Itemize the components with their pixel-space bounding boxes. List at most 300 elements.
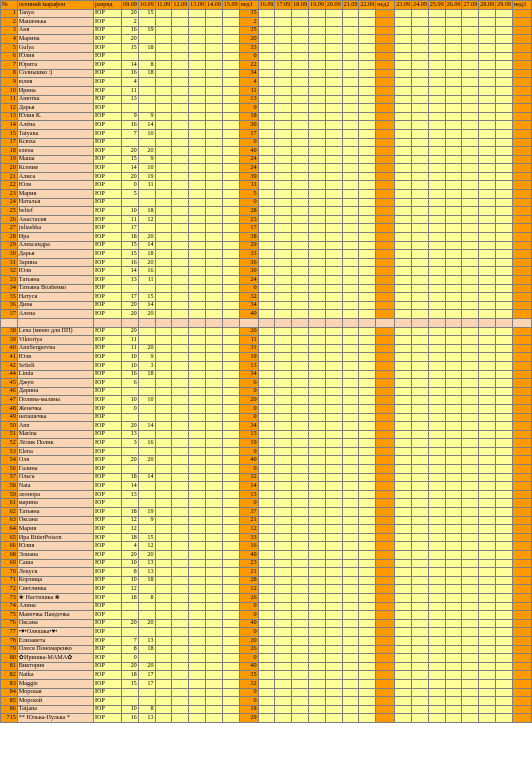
day-score[interactable] <box>342 215 359 224</box>
day-score[interactable] <box>325 258 342 267</box>
rank-cell[interactable]: ЮР <box>93 61 121 70</box>
day-score[interactable] <box>445 301 462 310</box>
column-header[interactable]: нед2 <box>376 1 395 10</box>
day-score[interactable] <box>155 250 172 259</box>
day-score[interactable] <box>342 705 359 714</box>
day-score[interactable] <box>445 9 462 18</box>
day-score[interactable] <box>445 482 462 491</box>
day-score[interactable] <box>155 619 172 628</box>
day-score[interactable] <box>222 422 239 431</box>
day-score[interactable] <box>445 78 462 87</box>
day-score[interactable] <box>189 585 206 594</box>
participant-name[interactable]: Корзища <box>17 576 93 585</box>
day-score[interactable] <box>395 310 412 319</box>
day-score[interactable]: 9 <box>138 155 155 164</box>
day-score[interactable] <box>411 679 428 688</box>
participant-name[interactable]: Tanya <box>17 9 93 18</box>
day-score[interactable] <box>479 301 496 310</box>
day-score[interactable] <box>189 327 206 336</box>
day-score[interactable] <box>189 301 206 310</box>
column-header[interactable]: нед1 <box>239 1 258 10</box>
day-score[interactable] <box>308 705 325 714</box>
day-score[interactable] <box>172 181 189 190</box>
day-score[interactable] <box>428 568 445 577</box>
day-score[interactable]: 11 <box>121 344 138 353</box>
day-score[interactable] <box>222 542 239 551</box>
day-score[interactable] <box>342 508 359 517</box>
day-score[interactable] <box>222 129 239 138</box>
day-score[interactable] <box>411 705 428 714</box>
day-score[interactable] <box>395 568 412 577</box>
rank-cell[interactable]: ЮР <box>93 559 121 568</box>
day-score[interactable] <box>258 224 275 233</box>
day-score[interactable] <box>479 404 496 413</box>
day-score[interactable] <box>445 95 462 104</box>
rank-cell[interactable]: ЮР <box>93 542 121 551</box>
day-score[interactable] <box>258 628 275 637</box>
day-score[interactable] <box>445 155 462 164</box>
day-score[interactable] <box>189 215 206 224</box>
day-score[interactable]: 16 <box>121 121 138 130</box>
day-score[interactable] <box>205 688 222 697</box>
day-score[interactable] <box>292 9 309 18</box>
day-score[interactable] <box>292 379 309 388</box>
day-score[interactable]: 6 <box>121 379 138 388</box>
day-score[interactable] <box>275 78 292 87</box>
day-score[interactable] <box>172 301 189 310</box>
day-score[interactable] <box>479 215 496 224</box>
day-score[interactable] <box>205 654 222 663</box>
day-score[interactable] <box>205 104 222 113</box>
day-score[interactable] <box>292 568 309 577</box>
day-score[interactable] <box>495 422 512 431</box>
day-score[interactable] <box>138 86 155 95</box>
day-score[interactable] <box>205 258 222 267</box>
day-score[interactable] <box>325 705 342 714</box>
day-score[interactable] <box>359 267 376 276</box>
day-score[interactable] <box>189 525 206 534</box>
day-score[interactable] <box>189 697 206 706</box>
day-score[interactable] <box>325 276 342 285</box>
day-score[interactable] <box>138 430 155 439</box>
day-score[interactable] <box>205 86 222 95</box>
day-score[interactable] <box>258 379 275 388</box>
day-score[interactable]: 13 <box>138 568 155 577</box>
day-score[interactable] <box>205 52 222 61</box>
day-score[interactable] <box>325 361 342 370</box>
day-score[interactable]: 18 <box>121 533 138 542</box>
rank-cell[interactable]: ЮР <box>93 258 121 267</box>
day-score[interactable] <box>479 396 496 405</box>
rank-cell[interactable]: ЮР <box>93 396 121 405</box>
day-score[interactable] <box>445 413 462 422</box>
day-score[interactable] <box>462 533 479 542</box>
day-score[interactable]: 20 <box>121 35 138 44</box>
day-score[interactable] <box>411 18 428 27</box>
day-score[interactable] <box>359 18 376 27</box>
day-score[interactable] <box>292 310 309 319</box>
day-score[interactable] <box>479 499 496 508</box>
day-score[interactable] <box>205 207 222 216</box>
day-score[interactable]: 12 <box>138 215 155 224</box>
day-score[interactable]: 0 <box>121 404 138 413</box>
day-score[interactable] <box>325 104 342 113</box>
day-score[interactable]: 18 <box>121 593 138 602</box>
day-score[interactable] <box>222 18 239 27</box>
day-score[interactable] <box>189 250 206 259</box>
day-score[interactable] <box>308 198 325 207</box>
day-score[interactable] <box>275 593 292 602</box>
day-score[interactable] <box>479 258 496 267</box>
day-score[interactable] <box>445 293 462 302</box>
day-score[interactable] <box>359 387 376 396</box>
day-score[interactable] <box>359 353 376 362</box>
day-score[interactable] <box>155 551 172 560</box>
day-score[interactable] <box>479 250 496 259</box>
day-score[interactable] <box>462 250 479 259</box>
day-score[interactable]: 9 <box>138 112 155 121</box>
day-score[interactable] <box>205 35 222 44</box>
day-score[interactable] <box>359 585 376 594</box>
day-score[interactable] <box>359 714 376 723</box>
day-score[interactable] <box>495 52 512 61</box>
day-score[interactable] <box>342 387 359 396</box>
day-score[interactable] <box>308 499 325 508</box>
day-score[interactable] <box>189 379 206 388</box>
day-score[interactable] <box>395 482 412 491</box>
day-score[interactable] <box>258 568 275 577</box>
day-score[interactable] <box>138 138 155 147</box>
day-score[interactable] <box>325 9 342 18</box>
day-score[interactable] <box>258 198 275 207</box>
day-score[interactable] <box>428 129 445 138</box>
day-score[interactable] <box>395 662 412 671</box>
day-score[interactable] <box>395 422 412 431</box>
day-score[interactable] <box>428 344 445 353</box>
day-score[interactable] <box>428 370 445 379</box>
day-score[interactable] <box>325 78 342 87</box>
day-score[interactable] <box>258 671 275 680</box>
day-score[interactable] <box>258 679 275 688</box>
day-score[interactable] <box>325 404 342 413</box>
participant-name[interactable]: Мария <box>17 525 93 534</box>
rank-cell[interactable]: ЮР <box>93 129 121 138</box>
day-score[interactable] <box>275 284 292 293</box>
day-score[interactable] <box>222 430 239 439</box>
day-score[interactable] <box>342 551 359 560</box>
day-score[interactable] <box>359 250 376 259</box>
day-score[interactable] <box>292 396 309 405</box>
day-score[interactable] <box>359 293 376 302</box>
day-score[interactable] <box>189 241 206 250</box>
day-score[interactable] <box>445 602 462 611</box>
day-score[interactable] <box>155 336 172 345</box>
day-score[interactable] <box>445 611 462 620</box>
day-score[interactable] <box>308 662 325 671</box>
day-score[interactable] <box>292 276 309 285</box>
column-header[interactable]: 09.09 <box>122 0 137 8</box>
rank-cell[interactable]: ЮР <box>93 585 121 594</box>
day-score[interactable] <box>155 645 172 654</box>
day-score[interactable] <box>342 456 359 465</box>
day-score[interactable] <box>275 465 292 474</box>
day-score[interactable] <box>222 559 239 568</box>
day-score[interactable] <box>155 198 172 207</box>
day-score[interactable] <box>292 404 309 413</box>
day-score[interactable] <box>395 35 412 44</box>
day-score[interactable] <box>359 35 376 44</box>
day-score[interactable]: 20 <box>138 619 155 628</box>
day-score[interactable] <box>495 404 512 413</box>
day-score[interactable] <box>428 576 445 585</box>
day-score[interactable] <box>395 112 412 121</box>
day-score[interactable] <box>308 636 325 645</box>
day-score[interactable] <box>172 258 189 267</box>
day-score[interactable] <box>445 370 462 379</box>
day-score[interactable] <box>189 69 206 78</box>
day-score[interactable] <box>479 344 496 353</box>
day-score[interactable] <box>258 9 275 18</box>
day-score[interactable] <box>205 112 222 121</box>
day-score[interactable] <box>428 456 445 465</box>
day-score[interactable] <box>258 508 275 517</box>
participant-name[interactable]: Natka <box>17 671 93 680</box>
day-score[interactable] <box>172 447 189 456</box>
day-score[interactable] <box>258 465 275 474</box>
day-score[interactable] <box>479 276 496 285</box>
day-score[interactable] <box>495 361 512 370</box>
day-score[interactable] <box>462 671 479 680</box>
day-score[interactable]: 15 <box>138 533 155 542</box>
day-score[interactable] <box>189 387 206 396</box>
day-score[interactable] <box>205 344 222 353</box>
day-score[interactable] <box>172 52 189 61</box>
day-score[interactable] <box>359 559 376 568</box>
day-score[interactable] <box>428 353 445 362</box>
day-score[interactable] <box>445 353 462 362</box>
day-score[interactable] <box>275 104 292 113</box>
day-score[interactable] <box>222 636 239 645</box>
day-score[interactable] <box>359 439 376 448</box>
day-score[interactable]: 20 <box>138 258 155 267</box>
day-score[interactable] <box>359 422 376 431</box>
day-score[interactable] <box>172 61 189 70</box>
day-score[interactable] <box>258 129 275 138</box>
rank-cell[interactable]: ЮР <box>93 181 121 190</box>
day-score[interactable] <box>395 473 412 482</box>
day-score[interactable] <box>359 705 376 714</box>
day-score[interactable] <box>428 310 445 319</box>
day-score[interactable] <box>359 542 376 551</box>
day-score[interactable] <box>172 18 189 27</box>
day-score[interactable] <box>428 293 445 302</box>
day-score[interactable] <box>222 361 239 370</box>
day-score[interactable] <box>308 336 325 345</box>
day-score[interactable] <box>428 86 445 95</box>
day-score[interactable] <box>359 164 376 173</box>
day-score[interactable] <box>258 611 275 620</box>
day-score[interactable] <box>205 181 222 190</box>
day-score[interactable]: 14 <box>121 164 138 173</box>
day-score[interactable] <box>428 190 445 199</box>
day-score[interactable] <box>479 439 496 448</box>
day-score[interactable] <box>411 619 428 628</box>
day-score[interactable] <box>138 447 155 456</box>
day-score[interactable] <box>222 482 239 491</box>
rank-cell[interactable]: ЮР <box>93 112 121 121</box>
day-score[interactable] <box>258 525 275 534</box>
day-score[interactable] <box>155 18 172 27</box>
day-score[interactable]: 10 <box>121 361 138 370</box>
day-score[interactable] <box>308 86 325 95</box>
day-score[interactable] <box>189 628 206 637</box>
day-score[interactable] <box>258 147 275 156</box>
day-score[interactable] <box>155 370 172 379</box>
day-score[interactable] <box>189 155 206 164</box>
day-score[interactable] <box>342 654 359 663</box>
day-score[interactable] <box>308 95 325 104</box>
day-score[interactable] <box>205 361 222 370</box>
day-score[interactable] <box>411 95 428 104</box>
day-score[interactable] <box>222 215 239 224</box>
day-score[interactable] <box>495 138 512 147</box>
day-score[interactable] <box>395 224 412 233</box>
rank-cell[interactable]: ЮР <box>93 233 121 242</box>
day-score[interactable] <box>155 164 172 173</box>
day-score[interactable] <box>359 181 376 190</box>
day-score[interactable] <box>292 662 309 671</box>
day-score[interactable] <box>205 267 222 276</box>
day-score[interactable] <box>275 379 292 388</box>
day-score[interactable] <box>395 155 412 164</box>
day-score[interactable] <box>428 164 445 173</box>
day-score[interactable] <box>121 602 138 611</box>
day-score[interactable] <box>395 190 412 199</box>
participant-name[interactable]: Татьяна <box>17 276 93 285</box>
day-score[interactable]: 20 <box>138 310 155 319</box>
day-score[interactable] <box>172 284 189 293</box>
day-score[interactable] <box>495 104 512 113</box>
day-score[interactable] <box>462 276 479 285</box>
day-score[interactable] <box>411 35 428 44</box>
day-score[interactable]: 16 <box>121 370 138 379</box>
day-score[interactable] <box>428 301 445 310</box>
day-score[interactable] <box>428 602 445 611</box>
day-score[interactable] <box>395 172 412 181</box>
rank-cell[interactable]: ЮР <box>93 697 121 706</box>
day-score[interactable] <box>342 267 359 276</box>
participant-name[interactable]: Дарья <box>17 250 93 259</box>
day-score[interactable] <box>411 267 428 276</box>
day-score[interactable] <box>395 619 412 628</box>
day-score[interactable] <box>342 138 359 147</box>
day-score[interactable] <box>258 327 275 336</box>
participant-name[interactable]: Ира BitterPoison <box>17 533 93 542</box>
day-score[interactable] <box>155 104 172 113</box>
day-score[interactable] <box>479 112 496 121</box>
day-score[interactable] <box>445 327 462 336</box>
day-score[interactable] <box>411 508 428 517</box>
day-score[interactable] <box>292 293 309 302</box>
day-score[interactable]: 20 <box>138 662 155 671</box>
day-score[interactable] <box>325 482 342 491</box>
rank-cell[interactable]: ЮР <box>93 465 121 474</box>
day-score[interactable] <box>428 198 445 207</box>
day-score[interactable] <box>308 78 325 87</box>
day-score[interactable] <box>479 542 496 551</box>
day-score[interactable] <box>411 379 428 388</box>
day-score[interactable] <box>462 241 479 250</box>
day-score[interactable] <box>189 86 206 95</box>
day-score[interactable] <box>428 121 445 130</box>
day-score[interactable]: 13 <box>121 430 138 439</box>
day-score[interactable] <box>155 705 172 714</box>
day-score[interactable]: 8 <box>121 568 138 577</box>
day-score[interactable] <box>308 516 325 525</box>
day-score[interactable] <box>428 43 445 52</box>
day-score[interactable] <box>445 387 462 396</box>
day-score[interactable] <box>205 611 222 620</box>
day-score[interactable] <box>445 241 462 250</box>
day-score[interactable] <box>138 465 155 474</box>
day-score[interactable] <box>155 585 172 594</box>
day-score[interactable] <box>222 568 239 577</box>
day-score[interactable] <box>189 9 206 18</box>
day-score[interactable] <box>205 602 222 611</box>
day-score[interactable] <box>155 43 172 52</box>
day-score[interactable] <box>325 138 342 147</box>
day-score[interactable] <box>292 430 309 439</box>
day-score[interactable] <box>325 147 342 156</box>
day-score[interactable] <box>479 533 496 542</box>
day-score[interactable] <box>258 662 275 671</box>
day-score[interactable] <box>428 35 445 44</box>
participant-name[interactable]: Машенька <box>17 18 93 27</box>
day-score[interactable] <box>205 138 222 147</box>
day-score[interactable] <box>445 361 462 370</box>
day-score[interactable] <box>325 224 342 233</box>
day-score[interactable] <box>428 155 445 164</box>
day-score[interactable] <box>205 714 222 723</box>
day-score[interactable] <box>138 78 155 87</box>
day-score[interactable] <box>292 233 309 242</box>
day-score[interactable] <box>155 95 172 104</box>
day-score[interactable] <box>342 310 359 319</box>
day-score[interactable] <box>495 284 512 293</box>
day-score[interactable] <box>395 439 412 448</box>
day-score[interactable] <box>205 336 222 345</box>
day-score[interactable] <box>428 482 445 491</box>
day-score[interactable] <box>359 155 376 164</box>
day-score[interactable] <box>121 447 138 456</box>
day-score[interactable] <box>205 164 222 173</box>
day-score[interactable] <box>138 525 155 534</box>
day-score[interactable] <box>292 241 309 250</box>
day-score[interactable] <box>172 26 189 35</box>
day-score[interactable] <box>222 413 239 422</box>
day-score[interactable] <box>395 250 412 259</box>
day-score[interactable] <box>445 542 462 551</box>
day-score[interactable] <box>325 267 342 276</box>
day-score[interactable] <box>395 336 412 345</box>
participant-name[interactable]: Галина <box>17 465 93 474</box>
day-score[interactable] <box>205 121 222 130</box>
day-score[interactable] <box>292 447 309 456</box>
participant-name[interactable]: Maggie <box>17 679 93 688</box>
day-score[interactable] <box>258 439 275 448</box>
day-score[interactable] <box>189 688 206 697</box>
day-score[interactable] <box>308 164 325 173</box>
